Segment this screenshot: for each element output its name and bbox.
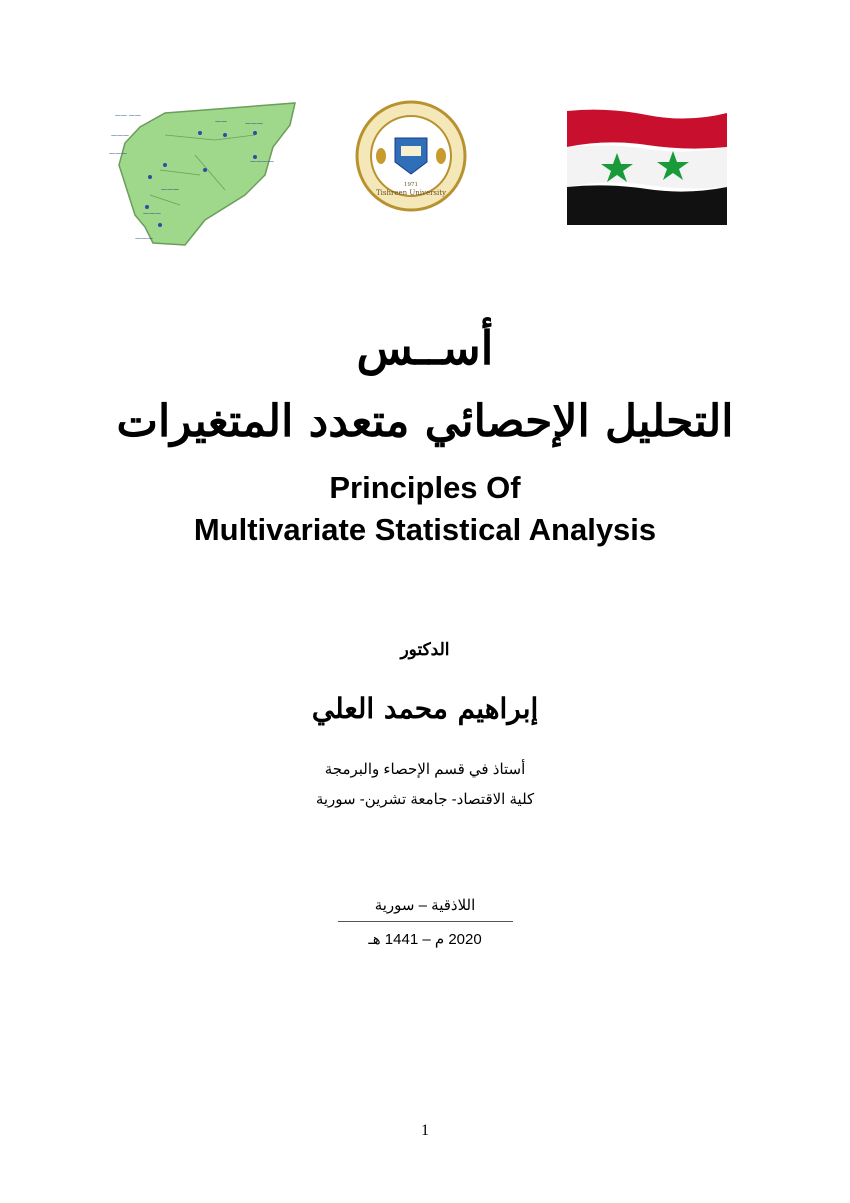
author-name: إبراهيم محمد العلي bbox=[311, 692, 539, 725]
svg-text:————: ———— bbox=[250, 158, 274, 165]
svg-text:—— ——: —— —— bbox=[115, 112, 141, 119]
svg-text:Tishreen University: Tishreen University bbox=[375, 189, 447, 197]
svg-text:1971: 1971 bbox=[404, 182, 418, 188]
arabic-title-line-2: التحليل الإحصائي متعدد المتغيرات bbox=[116, 396, 734, 447]
svg-text:———: ——— bbox=[143, 210, 161, 217]
page-number: 1 bbox=[421, 1122, 429, 1139]
english-title-line-2: Multivariate Statistical Analysis bbox=[193, 512, 657, 547]
syria-flag-icon bbox=[567, 107, 727, 225]
syria-map-image bbox=[105, 95, 300, 247]
svg-text:———: ——— bbox=[135, 235, 153, 242]
divider bbox=[338, 921, 513, 922]
svg-text:——: —— bbox=[215, 118, 227, 125]
svg-text:———: ——— bbox=[245, 120, 263, 127]
svg-text:———: ——— bbox=[161, 186, 179, 193]
author-affiliation-1: أستاذ في قسم الإحصاء والبرمجة bbox=[324, 761, 526, 778]
author-affiliation-2: كلية الاقتصاد- جامعة تشرين- سورية bbox=[315, 791, 535, 808]
doctor-label: الدكتور bbox=[400, 640, 450, 659]
university-seal-icon bbox=[355, 100, 467, 212]
arabic-title-line-1: أســس bbox=[356, 321, 494, 375]
english-title-line-1: Principles Of bbox=[329, 470, 521, 505]
svg-text:———: ——— bbox=[109, 150, 127, 157]
publication-place: اللاذقية – سورية bbox=[374, 897, 476, 914]
publication-date: 2020 م – 1441 هـ bbox=[368, 931, 482, 948]
header-images bbox=[0, 95, 850, 255]
svg-text:———: ——— bbox=[111, 132, 129, 139]
